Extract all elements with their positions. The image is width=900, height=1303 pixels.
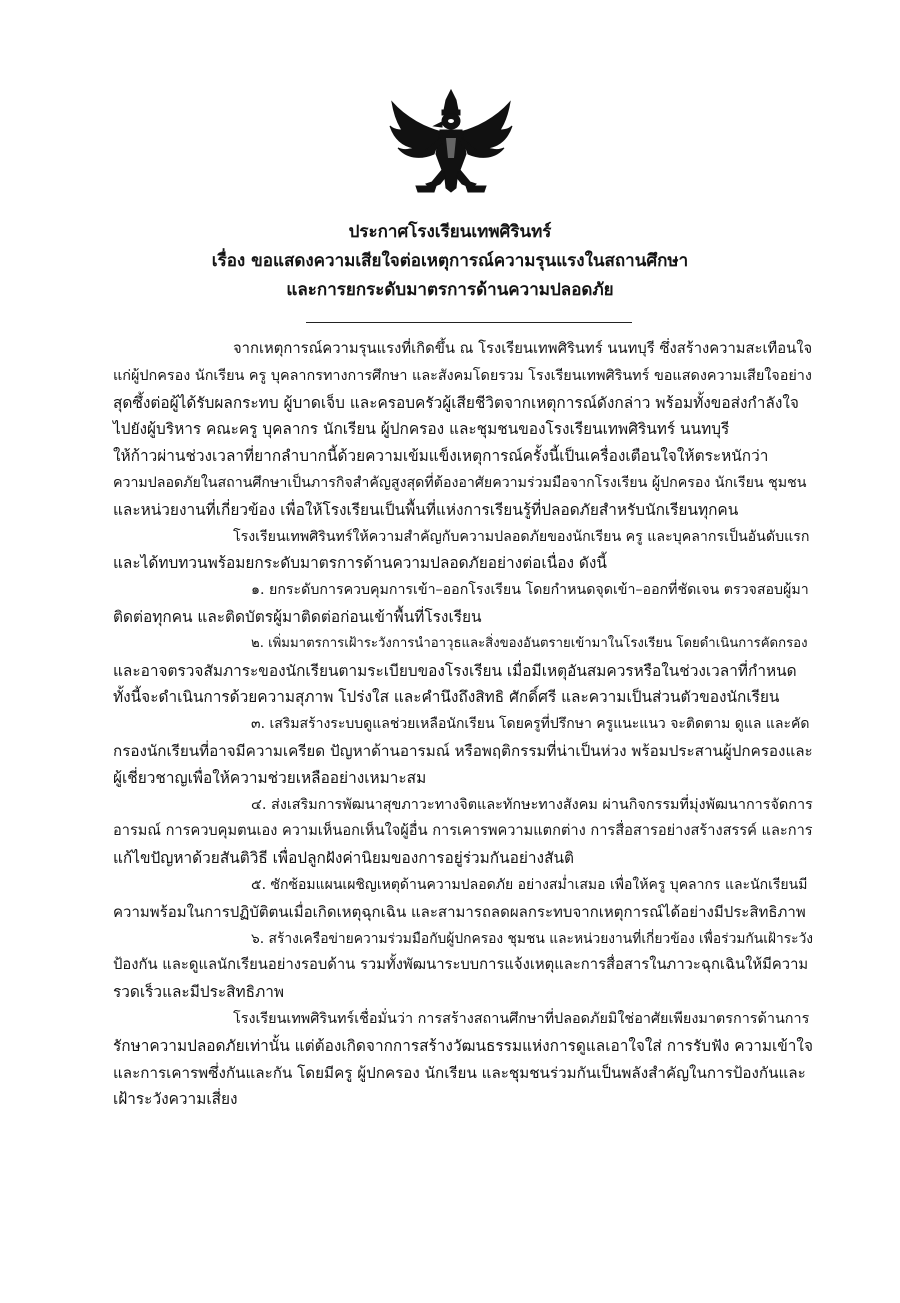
garuda-emblem-icon — [386, 88, 516, 200]
body-line: รักษาความปลอดภัยเท่านั้น แต่ต้องเกิดจากการสร้างวัฒนธรรมแห่งการดูแลเอาใจใส่ การรับฟัง ความเข้าใจ — [113, 1036, 813, 1055]
body-line: และการเคารพซึ่งกันและกัน โดยมีครู ผู้ปกครอง นักเรียน และชุมชนร่วมกันเป็นพลังสำคัญในการป้องกันและ — [113, 1063, 806, 1082]
list-item-4: ๔. ส่งเสริมการพัฒนาสุขภาวะทางจิตและทักษะทางสังคม ผ่านกิจกรรมที่มุ่งพัฒนาการจัดการ — [251, 796, 813, 813]
body-line: อารมณ์ การควบคุมตนเอง ความเห็นอกเห็นใจผู้อื่น การเคารพความแตกต่าง การสื่อสารอย่างสร้างสรรค์ และการ — [113, 822, 813, 840]
body-line: จากเหตุการณ์ความรุนแรงที่เกิดขึ้น ณ โรงเรียนเทพศิรินทร์ นนทบุรี ซึ่งสร้างความสะเทือนใจ — [233, 340, 813, 357]
body-line: ไปยังผู้บริหาร คณะครู บุคลากร นักเรียน ผู้ปกครอง และชุมชนของโรงเรียนเทพศิรินทร์ นนทบุรี — [113, 420, 730, 439]
body-line: และได้ทบทวนพร้อมยกระดับมาตรการด้านความปลอดภัยอย่างต่อเนื่อง ดังนี้ — [113, 554, 607, 573]
body-line: ติดต่อทุกคน และติดบัตรผู้มาติดต่อก่อนเข้าพื้นที่โรงเรียน — [113, 607, 482, 626]
announcement-body — [113, 336, 813, 1113]
body-line: โรงเรียนเทพศิรินทร์ให้ความสำคัญกับความปลอดภัยของนักเรียน ครู และบุคลากรเป็นอันดับแรก — [233, 528, 810, 545]
body-line: ความปลอดภัยในสถานศึกษาเป็นภารกิจสำคัญสูงสุดที่ต้องอาศัยความร่วมมือจากโรงเรียน ผู้ปกครอง นักเรียน ชุมชน — [113, 474, 807, 491]
announcement-title: ประกาศโรงเรียนเทพศิรินทร์ — [348, 222, 552, 242]
body-line: รวดเร็วและมีประสิทธิภาพ — [113, 983, 285, 1002]
list-item-3: ๓. เสริมสร้างระบบดูแลช่วยเหลือนักเรียน โดยครูที่ปรึกษา ครูแนะแนว จะติดตาม ดูแล และคัด — [251, 716, 810, 733]
body-line: กรองนักเรียนที่อาจมีความเครียด ปัญหาด้านอารมณ์ หรือพฤติกรรมที่น่าเป็นห่วง พร้อมประสานผู้ปกครองและ — [113, 741, 813, 760]
body-line: และอาจตรวจสัมภาระของนักเรียนตามระเบียบของโรงเรียน เมื่อมีเหตุอันสมควรหรือในช่วงเวลาที่กำหนด — [113, 661, 797, 680]
announcement-subject-continued: และการยกระดับมาตรการด้านความปลอดภัย — [286, 280, 614, 300]
body-line: ผู้เชี่ยวชาญเพื่อให้ความช่วยเหลืออย่างเหมาะสม — [113, 768, 427, 787]
body-line: เฝ้าระวังความเสี่ยง — [113, 1090, 238, 1109]
list-item-2: ๒. เพิ่มมาตรการเฝ้าระวังการนำอาวุธและสิ่งของอันตรายเข้ามาในโรงเรียน โดยดำเนินการคัดกรอง — [251, 635, 808, 651]
body-line: สุดซึ้งต่อผู้ได้รับผลกระทบ ผู้บาดเจ็บ และครอบครัวผู้เสียชีวิตจากเหตุการณ์ดังกล่าว พร้อมทั้งขอส่งกำลังใจ — [113, 393, 799, 412]
body-line: แก้ไขปัญหาด้วยสันติวิธี เพื่อปลูกฝังค่านิยมของการอยู่ร่วมกันอย่างสันติ — [113, 849, 574, 868]
closing-paragraph-line: โรงเรียนเทพศิรินทร์เชื่อมั่นว่า การสร้างสถานศึกษาที่ปลอดภัยมิใช่อาศัยเพียงมาตรการด้านการ — [233, 1010, 810, 1027]
body-line: ป้องกัน และดูแลนักเรียนอย่างรอบด้าน รวมทั้งพัฒนาระบบการแจ้งเหตุและการสื่อสารในภาวะฉุกเฉินให้มีความ — [113, 956, 809, 974]
body-line: ความพร้อมในการปฏิบัติตนเมื่อเกิดเหตุฉุกเฉิน และสามารถลดผลกระทบจากเหตุการณ์ได้อย่างมีประสิทธิภาพ — [113, 902, 806, 921]
announcement-subject: เรื่อง ขอแสดงความเสียใจต่อเหตุการณ์ความรุนแรงในสถานศึกษา — [211, 251, 689, 271]
list-item-1: ๑. ยกระดับการควบคุมการเข้า–ออกโรงเรียน โดยกำหนดจุดเข้า–ออกที่ชัดเจน ตรวจสอบผู้มา — [251, 582, 809, 599]
list-item-6: ๖. สร้างเครือข่ายความร่วมมือกับผู้ปกครอง ชุมชน และหน่วยงานที่เกี่ยวข้อง เพื่อร่วมกันเฝ้าระวัง — [251, 930, 814, 947]
body-line: ให้ก้าวผ่านช่วงเวลาที่ยากลำบากนี้ด้วยความเข้มแข็งเหตุการณ์ครั้งนี้เป็นเครื่องเตือนใจให้ตระหนักว่า — [113, 447, 769, 466]
body-line: แก่ผู้ปกครอง นักเรียน ครู บุคลากรทางการศึกษา และสังคมโดยรวม โรงเรียนเทพศิรินทร์ ขอแสดงความเสียใจอย่าง — [113, 367, 812, 384]
announcement-header — [0, 218, 900, 305]
title-divider — [306, 322, 632, 323]
list-item-5: ๕. ซักซ้อมแผนเผชิญเหตุด้านความปลอดภัย อย่างสม่ำเสมอ เพื่อให้ครู บุคลากร และนักเรียนมี — [251, 876, 808, 893]
body-line: ทั้งนี้จะดำเนินการด้วยความสุภาพ โปร่งใส และคำนึงถึงสิทธิ ศักดิ์ศรี และความเป็นส่วนตัวของนักเรียน — [113, 688, 780, 707]
body-line: และหน่วยงานที่เกี่ยวข้อง เพื่อให้โรงเรียนเป็นพื้นที่แห่งการเรียนรู้ที่ปลอดภัยสำหรับนักเรียนทุกคน — [113, 500, 739, 519]
